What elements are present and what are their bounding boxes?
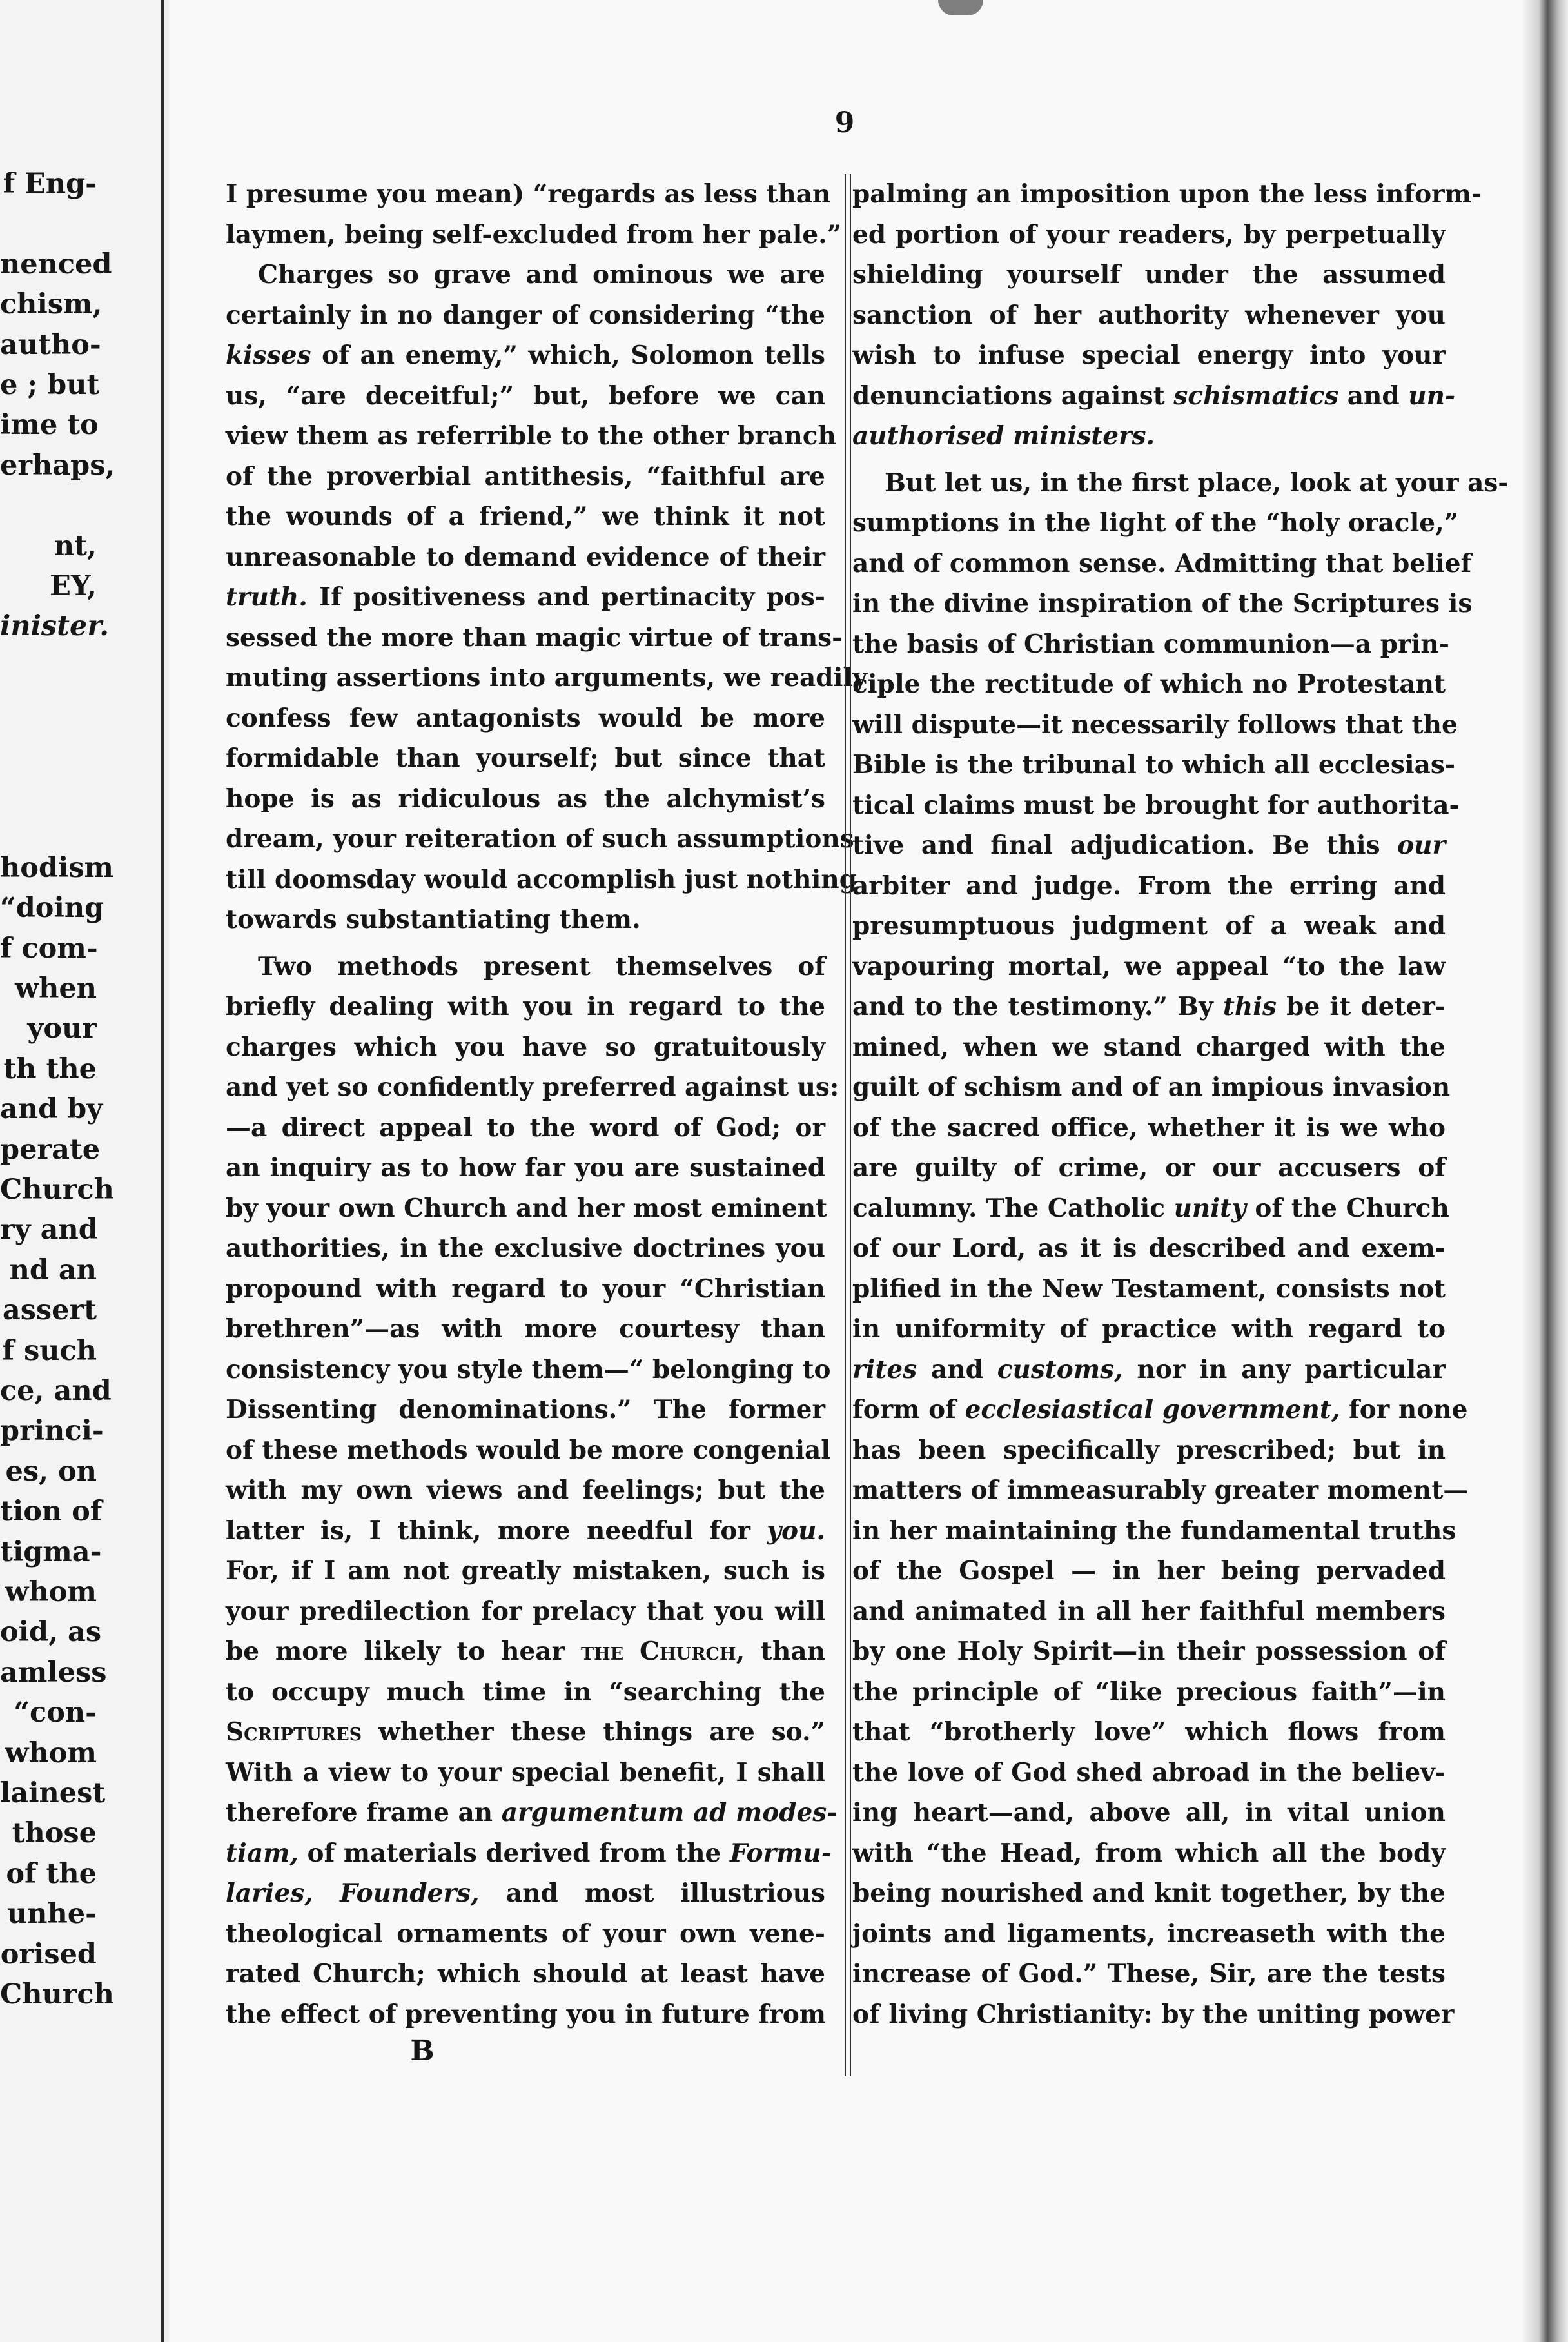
text-run: joints and ligaments, increaseth with the: [852, 1918, 1446, 1949]
text-line: [226, 1511, 825, 1551]
fragment-line: hodism: [0, 851, 114, 884]
text-line: [226, 1793, 838, 1833]
text-run: dream, your reiteration of such assumptions: [226, 824, 854, 854]
text-run: are guilty of crime, or our accusers of: [852, 1153, 1446, 1183]
fragment-line: f Eng-: [3, 168, 97, 200]
text-run: of materials derived from the: [298, 1838, 730, 1868]
fragment-line: oid, as: [0, 1616, 102, 1649]
fragment-line: whom: [5, 1737, 97, 1769]
italic-text: ecclesiastical government,: [965, 1395, 1340, 1424]
fragment-line: perate: [0, 1133, 101, 1166]
fragment-line: f such: [2, 1334, 97, 1367]
italic-text: Formu-: [729, 1838, 832, 1868]
text-run: for none: [1340, 1395, 1468, 1424]
text-run: I presume you mean) “regards as less than: [226, 179, 831, 209]
fragment-line: lainest: [0, 1777, 106, 1809]
text-run: ing heart—and, above all, in vital union: [852, 1798, 1446, 1827]
text-line: [852, 1672, 1446, 1713]
text-run: till doomsday would accomplish just nothing: [226, 864, 857, 894]
text-line: [226, 1309, 825, 1350]
text-run: sessed the more than magic virtue of trans-: [226, 622, 843, 653]
text-run: , than: [736, 1637, 825, 1666]
text-run: laymen, being self-excluded from her pale.”: [226, 219, 842, 250]
text-run: of an enemy,” which, Solomon tells: [311, 340, 825, 370]
text-run: will dispute—it necessarily follows that the: [852, 709, 1458, 740]
text-line: [852, 215, 1446, 255]
text-line: [852, 866, 1446, 907]
text-run: Dissenting denominations.” The former: [226, 1395, 825, 1424]
text-run: guilt of schism and of an impious invasion: [852, 1072, 1451, 1102]
text-line: [226, 335, 825, 376]
text-run: of the Gospel — in her being pervaded: [852, 1556, 1446, 1586]
text-run: confess few antagonists would be more: [226, 703, 825, 733]
fragment-line: whom: [5, 1576, 97, 1608]
text-line: [226, 255, 825, 295]
page-fore-edge: [1523, 0, 1568, 2342]
text-run: sumptions in the light of the “holy oracle,”: [852, 508, 1459, 538]
text-line: [852, 463, 1509, 504]
text-line: [226, 1994, 825, 2035]
fragment-line: autho-: [0, 328, 101, 361]
text-line: [226, 738, 825, 779]
text-line: [226, 900, 825, 940]
text-run: shielding yourself under the assumed: [852, 260, 1446, 290]
text-run: to occupy much time in “searching the: [226, 1677, 825, 1707]
text-run: Charges so grave and ominous we are: [258, 260, 825, 290]
fragment-line: nenced: [0, 248, 112, 280]
text-line: [226, 1954, 825, 1994]
text-line: [852, 1148, 1446, 1188]
text-run: Bible is the tribunal to which all ecclesias-: [852, 750, 1456, 780]
text-line: [852, 1954, 1446, 1994]
text-run: of these methods would be more congenial: [226, 1435, 831, 1465]
text-line: [852, 1067, 1451, 1108]
fragment-line: tigma-: [0, 1535, 102, 1568]
text-line: [852, 1511, 1456, 1551]
text-line: [852, 1994, 1455, 2035]
text-line: [226, 1873, 825, 1914]
text-run: and: [917, 1354, 997, 1384]
text-line: [852, 1793, 1446, 1833]
text-run: and: [1338, 380, 1409, 411]
text-line: [226, 1551, 825, 1591]
text-line: [226, 1269, 825, 1310]
fragment-line: those: [12, 1817, 97, 1850]
fragment-line: chism,: [0, 288, 103, 321]
italic-text: laries, Founders,: [226, 1878, 480, 1908]
fragment-line: es, on: [5, 1455, 97, 1488]
text-line: [852, 1430, 1446, 1471]
text-run: view them as referrible to the other branch: [226, 421, 836, 451]
text-run: your predilection for prelacy that you will: [226, 1596, 825, 1626]
text-column-left: [226, 174, 867, 2034]
text-line: [226, 1067, 839, 1108]
text-run: tive and final adjudication. Be this: [852, 831, 1398, 860]
text-line: [852, 544, 1472, 584]
text-line: [852, 174, 1482, 215]
text-run: calumny. The Catholic: [852, 1193, 1174, 1223]
text-line: [852, 376, 1456, 417]
text-run: propound with regard to your “Christian: [226, 1274, 825, 1304]
text-line: [226, 698, 825, 739]
italic-text: you.: [767, 1515, 825, 1546]
text-run: in her maintaining the fundamental truths: [852, 1515, 1456, 1546]
text-run: nor in any particular: [1122, 1354, 1446, 1384]
text-run: presumptuous judgment of a weak and: [852, 911, 1446, 941]
text-run: and to the testimony.” By: [852, 992, 1223, 1021]
text-line: [226, 497, 825, 537]
text-run: Two methods present themselves of: [258, 951, 825, 981]
text-run: in uniformity of practice with regard to: [852, 1314, 1446, 1344]
fragment-line: nt,: [54, 529, 97, 562]
text-run: consistency you style them—“ belonging to: [226, 1354, 831, 1384]
fragment-line: and by: [0, 1093, 103, 1126]
italic-text: argumentum ad modes-: [501, 1798, 838, 1827]
text-run: and animated in all her faithful members: [852, 1596, 1446, 1626]
text-line: [226, 1833, 832, 1874]
text-run: the principle of “like precious faith”—in: [852, 1677, 1446, 1707]
text-run: towards substantiating them.: [226, 905, 641, 934]
italic-text: tiam,: [226, 1838, 299, 1868]
text-run: therefore frame an: [226, 1798, 502, 1827]
text-line: [226, 1631, 825, 1672]
text-run: in the divine inspiration of the Scriptures is: [852, 589, 1473, 618]
fragment-line: “con-: [14, 1697, 97, 1729]
italic-text: un-: [1408, 380, 1456, 411]
italic-text: customs,: [997, 1354, 1123, 1384]
text-line: [852, 664, 1446, 705]
text-run: vapouring mortal, we appeal “to the law: [852, 951, 1446, 981]
text-line: [226, 1672, 825, 1713]
text-run: with my own views and feelings; but the: [226, 1475, 825, 1505]
page-number: 9: [834, 106, 855, 139]
text-line: [852, 1470, 1469, 1511]
fragment-line: assert: [2, 1294, 97, 1327]
text-line: [852, 503, 1459, 544]
text-run: by one Holy Spirit—in their possession of: [852, 1637, 1446, 1666]
small-caps-text: Scriptures: [226, 1717, 362, 1747]
text-line: [226, 376, 825, 417]
text-line: [226, 1914, 825, 1954]
text-run: that “brotherly love” which flows from: [852, 1717, 1446, 1747]
text-line: [852, 1269, 1446, 1310]
text-line: [852, 1914, 1446, 1954]
text-line: [852, 295, 1446, 336]
text-line: [226, 1148, 825, 1188]
text-run: But let us, in the first place, look at your as-: [885, 467, 1509, 498]
text-run: of the proverbial antithesis, “faithful are: [226, 461, 825, 491]
text-run: hope is as ridiculous as the alchymist’s: [226, 783, 825, 814]
text-line: [226, 1470, 825, 1511]
fragment-line: when: [15, 972, 97, 1005]
fragment-line: inister.: [0, 610, 110, 643]
fragment-line: tion of: [0, 1495, 103, 1528]
text-run: If positiveness and pertinacity pos-: [307, 582, 825, 612]
text-line: [226, 457, 825, 497]
text-line: [226, 618, 843, 658]
text-run: by your own Church and her most eminent: [226, 1193, 828, 1223]
italic-text: our: [1397, 831, 1446, 860]
text-run: of the sacred office, whether it is we who: [852, 1112, 1446, 1143]
text-run: increase of God.” These, Sir, are the tests: [852, 1959, 1446, 1989]
text-run: being nourished and knit together, by the: [852, 1878, 1446, 1908]
text-run: theological ornaments of your own vene-: [226, 1918, 825, 1949]
small-caps-text: the Church: [580, 1637, 736, 1666]
italic-text: rites: [852, 1354, 917, 1384]
text-line: [226, 1430, 831, 1471]
text-run: tical claims must be brought for authorita-: [852, 790, 1460, 820]
text-run: and yet so confidently preferred against us:: [226, 1072, 839, 1102]
text-line: [226, 779, 825, 820]
text-line: [226, 860, 857, 900]
text-line: [226, 577, 825, 618]
text-run: formidable than yourself; but since that: [226, 743, 825, 773]
italic-text: truth.: [226, 582, 308, 612]
text-line: [226, 1591, 825, 1632]
text-line: [852, 987, 1446, 1027]
text-run: form of: [852, 1395, 965, 1424]
text-line: [226, 1390, 825, 1430]
text-run: ed portion of your readers, by perpetually: [852, 219, 1446, 250]
text-line: [226, 1712, 825, 1753]
fragment-line: Church: [0, 1978, 114, 2011]
text-run: latter is, I think, more needful for: [226, 1515, 767, 1546]
text-line: [226, 537, 825, 578]
text-line: [852, 1631, 1446, 1672]
text-run: authorities, in the exclusive doctrines you: [226, 1234, 825, 1263]
text-line: [852, 1108, 1446, 1148]
text-line: [226, 1228, 825, 1269]
text-line: [226, 1753, 825, 1793]
text-run: us, “are deceitful;” but, before we can: [226, 380, 825, 411]
text-line: [852, 1027, 1446, 1068]
fragment-line: “doing: [0, 892, 104, 925]
signature-mark: B: [410, 2034, 435, 2067]
text-line: [226, 215, 842, 255]
text-line: [226, 1350, 831, 1390]
text-run: has been specifically prescribed; but in: [852, 1435, 1446, 1465]
text-run: of the Church: [1246, 1193, 1449, 1223]
fragment-line: of the: [6, 1857, 97, 1890]
text-line: [852, 705, 1458, 745]
italic-text: schismatics: [1173, 380, 1339, 411]
fragment-line: your: [27, 1012, 97, 1045]
text-line: [852, 624, 1449, 665]
text-run: brethren”—as with more courtesy than: [226, 1314, 825, 1344]
italic-text: unity: [1173, 1193, 1246, 1223]
italic-text: authorised ministers.: [852, 421, 1155, 451]
text-line: [852, 947, 1446, 987]
text-line: [852, 1712, 1446, 1753]
text-run: be more likely to hear: [226, 1637, 581, 1666]
text-line: [226, 295, 825, 336]
text-run: arbiter and judge. From the erring and: [852, 871, 1446, 901]
text-run: an inquiry as to how far you are sustained: [226, 1153, 825, 1183]
fragment-line: e ; but: [0, 369, 100, 401]
fragment-line: f com-: [0, 932, 98, 965]
text-run: with “the Head, from which all the body: [852, 1838, 1446, 1868]
text-run: charges which you have so gratuitously: [226, 1032, 825, 1062]
text-run: be it deter-: [1277, 992, 1446, 1021]
text-run: mined, when we stand charged with the: [852, 1032, 1446, 1062]
italic-text: kisses: [226, 340, 311, 370]
text-line: [852, 1350, 1446, 1390]
text-run: For, if I am not greatly mistaken, such is: [226, 1556, 825, 1586]
fragment-line: ime to: [0, 409, 99, 442]
text-line: [852, 1228, 1446, 1269]
fragment-line: princi-: [0, 1415, 104, 1448]
text-line: [852, 745, 1456, 785]
text-line: [226, 416, 836, 457]
text-run: and most illustrious: [479, 1878, 825, 1908]
text-run: and of common sense. Admitting that belief: [852, 548, 1472, 578]
text-line: [852, 584, 1473, 624]
fragment-line: th the: [3, 1052, 97, 1085]
text-line: [852, 1188, 1449, 1229]
text-run: denunciations against: [852, 380, 1174, 411]
text-run: of living Christianity: by the uniting power: [852, 1999, 1455, 2029]
text-line: [852, 785, 1460, 826]
fragment-line: ce, and: [0, 1375, 112, 1407]
text-line: [226, 1027, 825, 1068]
text-run: matters of immeasurably greater moment—: [852, 1475, 1469, 1505]
text-line: [852, 335, 1446, 376]
text-run: ciple the rectitude of which no Protestant: [852, 669, 1446, 699]
fragment-line: amless: [0, 1656, 107, 1689]
text-run: With a view to your special benefit, I shall: [226, 1757, 825, 1787]
text-run: whether these things are so.”: [362, 1717, 825, 1747]
italic-text: this: [1222, 992, 1277, 1021]
fragment-line: Church: [0, 1174, 114, 1206]
text-run: sanction of her authority whenever you: [852, 300, 1446, 330]
text-run: unreasonable to demand evidence of their: [226, 542, 825, 572]
text-run: the basis of Christian communion—a prin-: [852, 629, 1449, 659]
text-line: [226, 947, 825, 987]
text-run: certainly in no danger of considering “the: [226, 300, 825, 330]
text-line: [852, 825, 1446, 866]
text-run: the love of God shed abroad in the believ-: [852, 1757, 1446, 1787]
text-run: of our Lord, as it is described and exem-: [852, 1234, 1446, 1263]
text-run: the wounds of a friend,” we think it not: [226, 502, 825, 531]
text-line: [852, 1390, 1468, 1430]
fragment-line: ry and: [0, 1214, 98, 1246]
text-run: palming an imposition upon the less inform-: [852, 179, 1482, 209]
text-line: [852, 1591, 1446, 1632]
text-run: wish to infuse special energy into your: [852, 340, 1446, 370]
text-line: [226, 987, 825, 1027]
fragment-line: unhe-: [7, 1898, 97, 1931]
text-line: [226, 658, 867, 698]
text-line: [852, 1551, 1446, 1591]
text-line: [852, 1309, 1446, 1350]
text-run: muting assertions into arguments, we readily: [226, 663, 867, 693]
fragment-line: nd an: [9, 1254, 97, 1286]
text-line: [852, 1833, 1446, 1874]
text-run: briefly dealing with you in regard to the: [226, 992, 825, 1021]
text-run: plified in the New Testament, consists not: [852, 1274, 1446, 1304]
text-run: rated Church; which should at least have: [226, 1959, 825, 1989]
column-rule: [845, 174, 851, 2076]
text-line: [226, 1188, 828, 1229]
text-line: [226, 1108, 825, 1148]
text-column-right: [852, 174, 1509, 2034]
text-line: [226, 819, 854, 860]
fragment-line: orised: [0, 1938, 97, 1971]
text-line: [852, 255, 1446, 295]
text-line: [852, 1873, 1446, 1914]
text-run: the effect of preventing you in future from: [226, 1999, 826, 2029]
text-run: —a direct appeal to the word of God; or: [226, 1112, 825, 1143]
text-line: [852, 416, 1446, 457]
fragment-line: erhaps,: [0, 449, 115, 482]
text-line: [852, 1753, 1446, 1793]
text-line: [852, 906, 1446, 947]
text-line: [226, 174, 831, 215]
fragment-line: EY,: [50, 570, 97, 602]
